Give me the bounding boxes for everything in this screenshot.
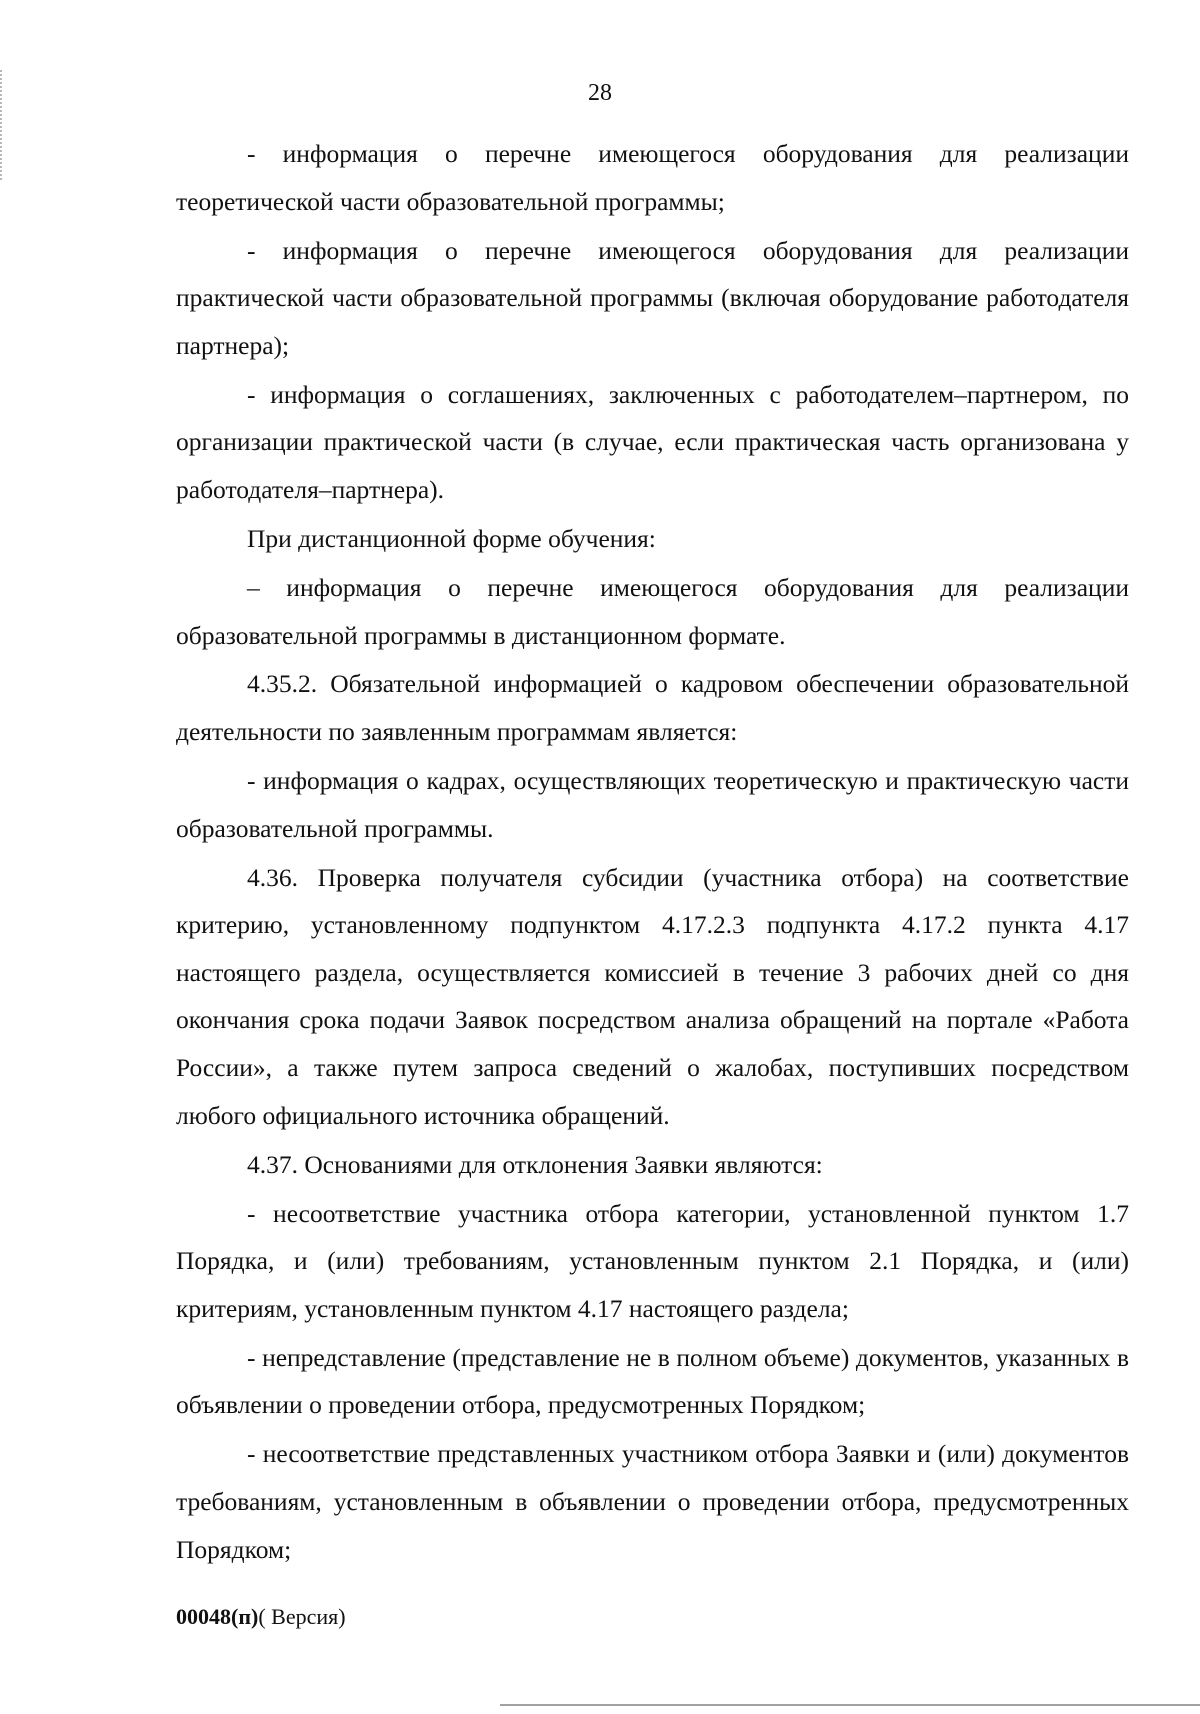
page-number: 28 bbox=[588, 80, 612, 106]
paragraph-4-35-2: 4.35.2. Обязательной информацией о кадровом обеспечении образовательной деятельности по заявленным программам является: bbox=[176, 669, 1129, 747]
paragraph-rejection-documents: - непредставление (представление не в полном объеме) документов, указанных в объявлении о проведении отбора, предусмотренных Порядком; bbox=[176, 1342, 1129, 1420]
document-version: ( Версия) bbox=[258, 1604, 346, 1629]
bottom-divider bbox=[500, 1704, 1200, 1706]
paragraph-distance-heading: При дистанционной форме обучения: bbox=[247, 523, 656, 553]
paragraph-4-36: 4.36. Проверка получателя субсидии (участника отбора) на соответствие критерию, установленному подпунктом 4.17.2.3 подпункта 4.17.2 пункта 4.17 настоящего раздела, осуществляется комиссией в течение 3 рабочих дней со дня окончания срока подачи Заявок посредством анализа обращений на портале «Работа России», а также путем запроса сведений о жалобах, поступивших посредством любого официального источника обращений. bbox=[176, 862, 1129, 1130]
paragraph-equipment-practice: - информация о перечне имеющегося оборудования для реализации практической части образовательной программы (включая оборудование работодателя партнера); bbox=[176, 235, 1129, 360]
document-code: 00048(п) bbox=[176, 1604, 259, 1629]
paragraph-staff-info: - информация о кадрах, осуществляющих теоретическую и практическую части образовательной программы. bbox=[176, 766, 1129, 843]
paragraph-distance-equipment: – информация о перечне имеющегося оборудования для реализации образовательной программы в дистанционном формате. bbox=[176, 572, 1129, 650]
paragraph-rejection-requirements: - несоответствие представленных участником отбора Заявки и (или) документов требованиям, установленным в объявлении о проведении отбора, предусмотренных Порядком; bbox=[176, 1439, 1129, 1564]
paragraph-rejection-category: - несоответствие участника отбора категории, установленной пунктом 1.7 Порядка, и (или) требованиям, установленным пунктом 2.1 Порядка, и (или) критериям, установленным пунктом 4.17 настоящего раздела; bbox=[176, 1198, 1129, 1323]
document-footer bbox=[176, 1604, 346, 1630]
document-body bbox=[176, 130, 1129, 1575]
paragraph-agreements: - информация о соглашениях, заключенных с работодателем–партнером, по организации практической части (в случае, если практическая часть организована у работодателя–партнера). bbox=[176, 379, 1129, 504]
paragraph-4-37: 4.37. Основаниями для отклонения Заявки являются: bbox=[247, 1149, 823, 1179]
paragraph-equipment-theory: - информация о перечне имеющегося оборудования для реализации теоретической части образовательной программы; bbox=[176, 139, 1129, 216]
